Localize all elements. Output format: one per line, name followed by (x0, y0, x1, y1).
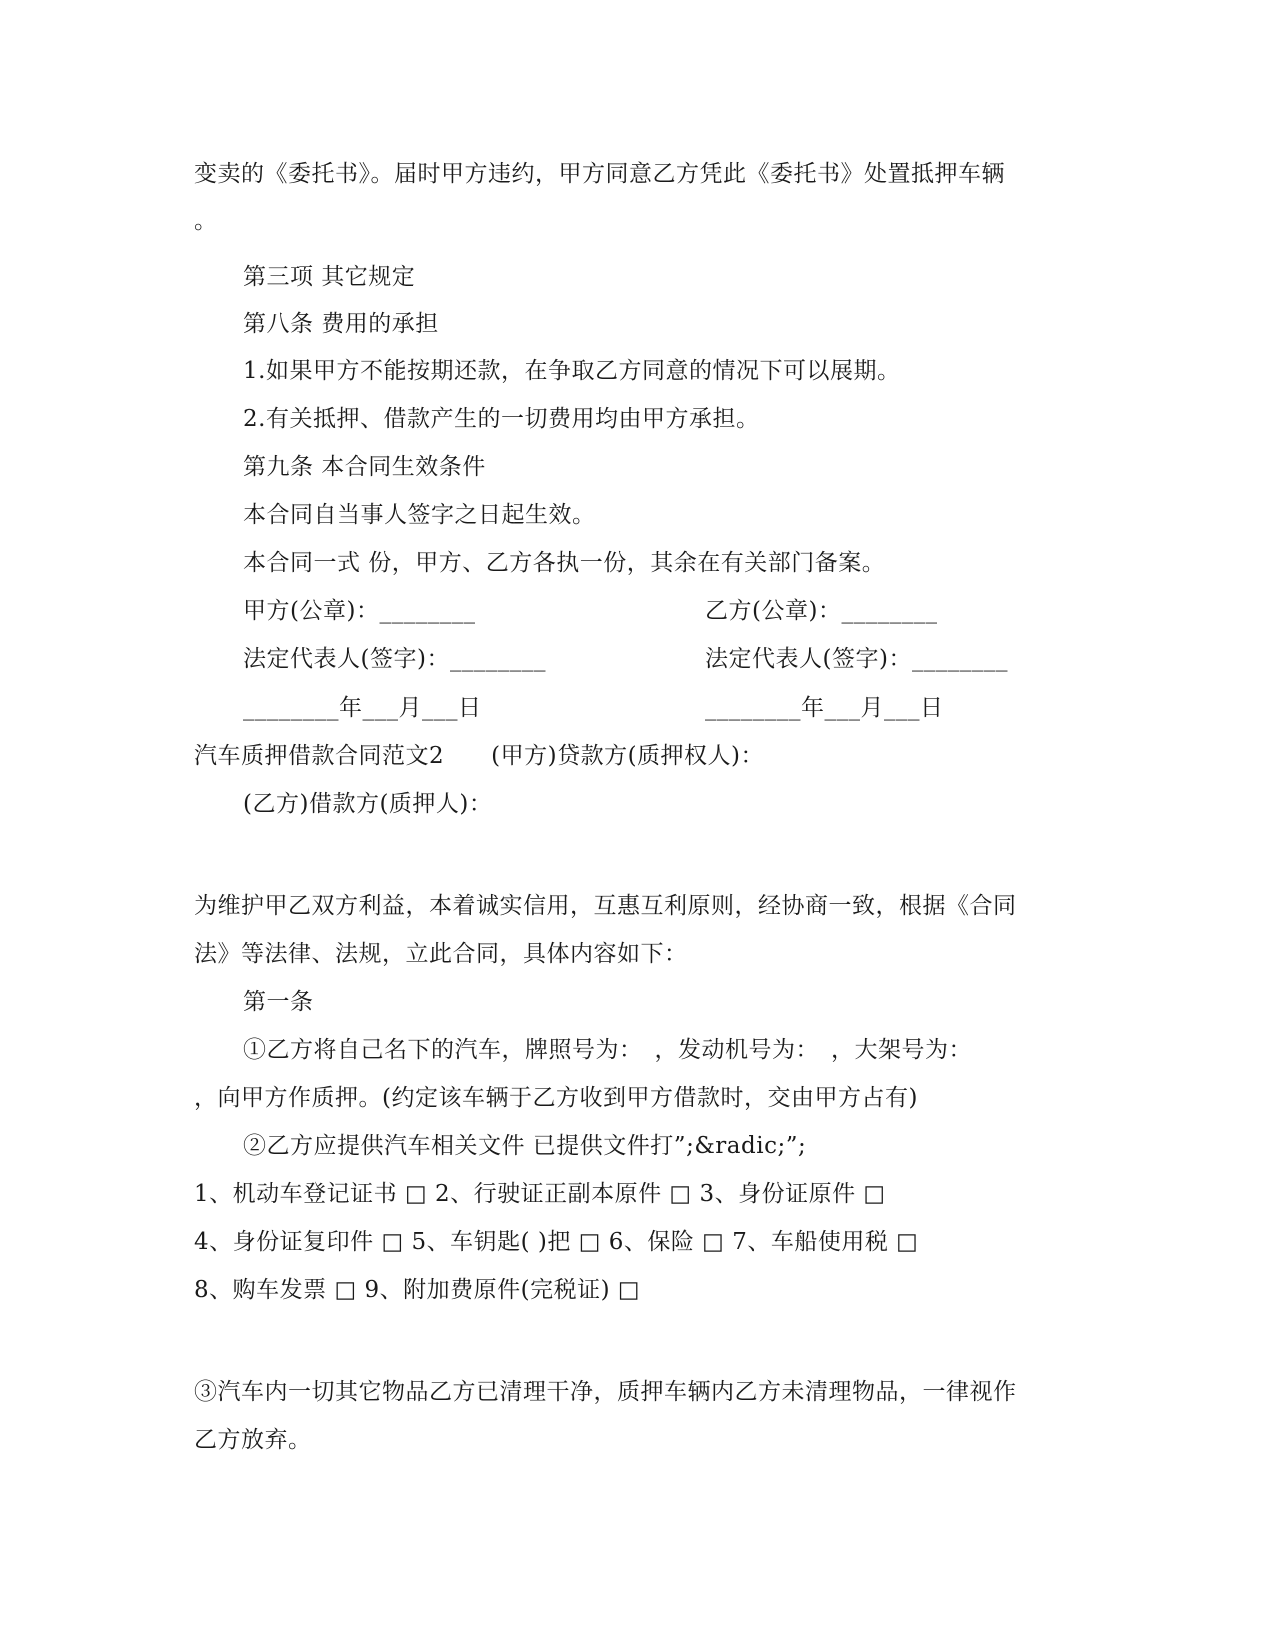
paragraph-line: 。 (194, 208, 218, 234)
paragraph-line: 变卖的《委托书》。届时甲方违约，甲方同意乙方凭此《委托书》处置抵押车辆 (194, 161, 1005, 187)
document-checklist-line: 1、机动车登记证书 □ 2、行驶证正副本原件 □ 3、身份证原件 □ (194, 1181, 886, 1207)
paragraph-line: ③汽车内一切其它物品乙方已清理干净，质押车辆内乙方未清理物品，一律视作 (194, 1379, 1017, 1405)
article-heading: 第八条 费用的承担 (243, 311, 439, 337)
paragraph-line: 2.有关抵押、借款产生的一切费用均由甲方承担。 (243, 406, 760, 432)
signature-party-a-rep: 法定代表人(签字)：________ (243, 646, 546, 672)
signature-party-b-seal: 乙方(公章)：________ (705, 598, 938, 624)
document-checklist-line: 4、身份证复印件 □ 5、车钥匙( )把 □ 6、保险 □ 7、车船使用税 □ (194, 1229, 919, 1255)
signature-party-b-date: ________年___月___日 (705, 695, 944, 721)
document-title: 汽车质押借款合同范文2 (甲方)贷款方(质押权人)： (194, 743, 765, 769)
signature-party-a-date: ________年___月___日 (243, 695, 482, 721)
section-heading: 第三项 其它规定 (243, 264, 416, 290)
paragraph-line: 为维护甲乙双方利益，本着诚实信用，互惠互利原则，经协商一致，根据《合同 (194, 893, 1017, 919)
paragraph-line: 法》等法律、法规，立此合同，具体内容如下： (194, 941, 688, 967)
document-checklist-line: 8、购车发票 □ 9、附加费原件(完税证) □ (194, 1277, 641, 1303)
paragraph-line: 本合同自当事人签字之日起生效。 (243, 502, 596, 528)
paragraph-line: 1.如果甲方不能按期还款，在争取乙方同意的情况下可以展期。 (243, 358, 901, 384)
paragraph-line: 本合同一式 份，甲方、乙方各执一份，其余在有关部门备案。 (243, 550, 886, 576)
signature-party-a-seal: 甲方(公章)：________ (243, 598, 476, 624)
article-heading: 第九条 本合同生效条件 (243, 454, 486, 480)
signature-party-b-rep: 法定代表人(签字)：________ (705, 646, 1008, 672)
article-heading: 第一条 (243, 989, 314, 1015)
paragraph-line: ②乙方应提供汽车相关文件 已提供文件打”;&radic;”; (243, 1133, 807, 1159)
paragraph-line: ①乙方将自己名下的汽车，牌照号为： ，发动机号为： ，大架号为： (243, 1037, 972, 1063)
paragraph-line: ，向甲方作质押。(约定该车辆于乙方收到甲方借款时，交由甲方占有) (194, 1085, 918, 1111)
paragraph-line: 乙方放弃。 (194, 1427, 312, 1453)
paragraph-line: (乙方)借款方(质押人)： (243, 791, 493, 817)
